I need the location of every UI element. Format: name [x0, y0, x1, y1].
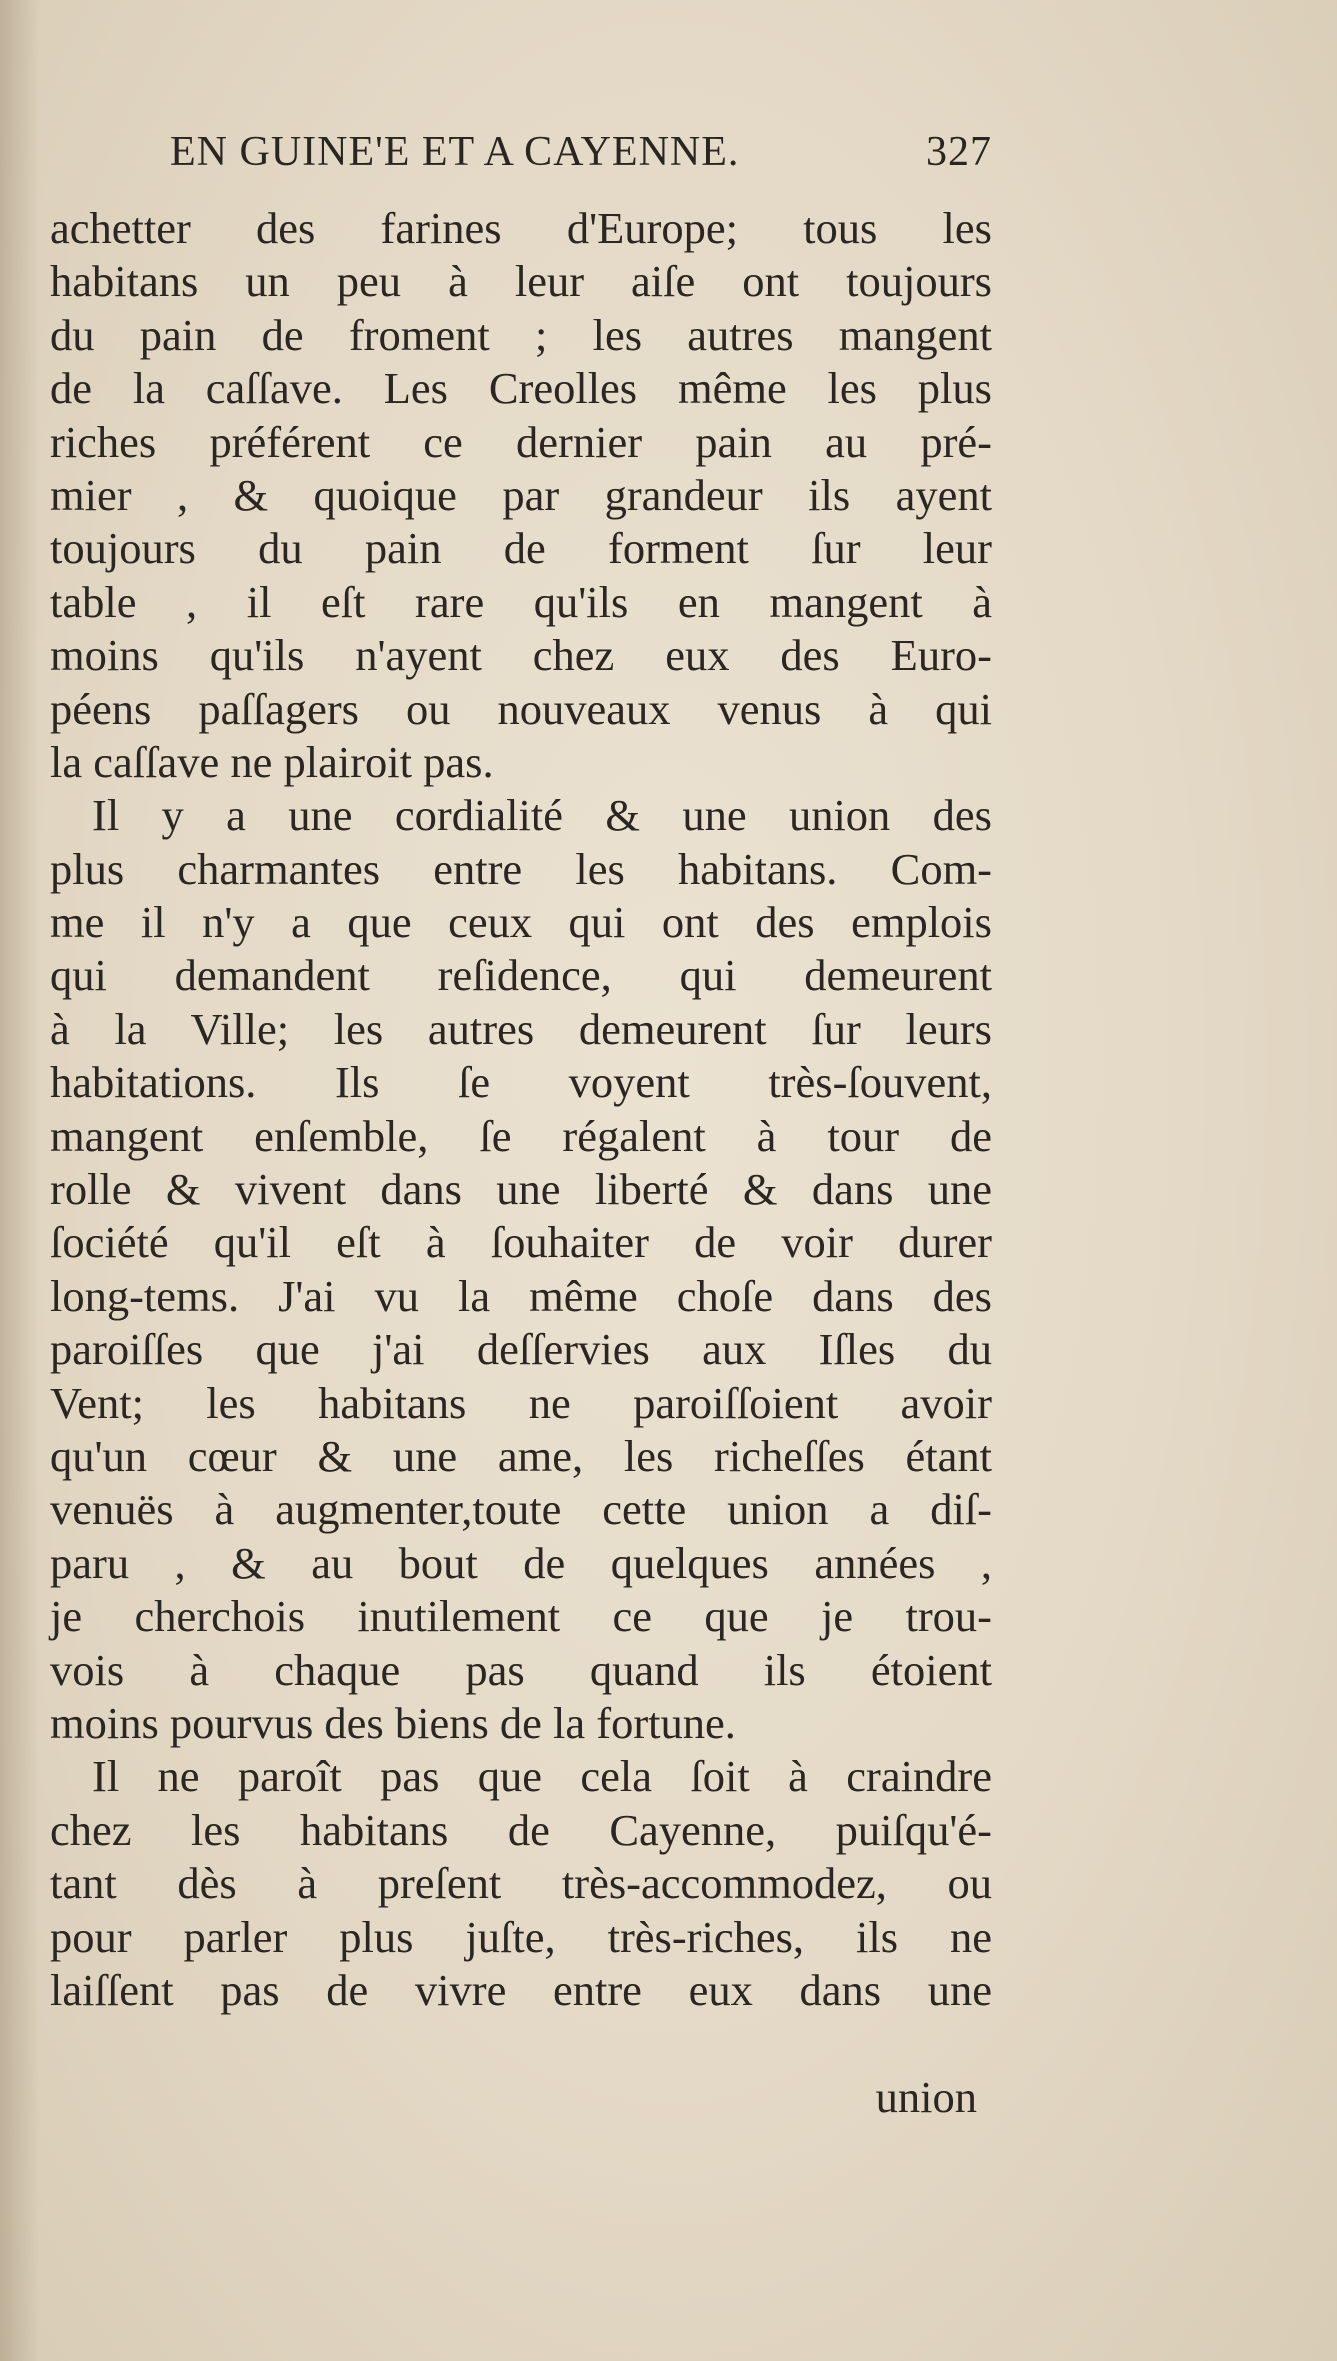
text-line: mier , & quoique par grandeur ils ayent	[50, 469, 992, 520]
text-line: péens paſſagers ou nouveaux venus à qui	[50, 683, 992, 734]
text-line: vois à chaque pas quand ils étoient	[50, 1644, 992, 1695]
page-gutter-shadow	[0, 0, 40, 2361]
paragraph-end-line: la caſſave ne plairoit pas.	[50, 736, 494, 787]
text-line: me il n'y a que ceux qui ont des emplois	[50, 897, 992, 948]
text-line: je cherchois inutilement ce que je trou-	[50, 1591, 992, 1642]
page-number: 327	[926, 129, 992, 175]
text-line: qui demandent reſidence, qui demeurent	[50, 950, 992, 1001]
text-line: long-tems. J'ai vu la même choſe dans des	[50, 1270, 992, 1321]
text-line: mangent enſemble, ſe régalent à tour de	[50, 1110, 992, 1161]
text-line: riches préférent ce dernier pain au pré-	[50, 416, 992, 467]
paragraph-end-line: moins pourvus des biens de la fortune.	[50, 1697, 736, 1748]
paragraph-start-line: Il y a une cordialité & une union des	[92, 790, 992, 841]
body-text	[50, 202, 992, 2017]
catchword: union	[875, 2072, 977, 2122]
text-line: habitans un peu à leur aiſe ont toujours	[50, 256, 992, 307]
text-line: paroiſſes que j'ai deſſervies aux Iſles du	[50, 1324, 992, 1375]
running-title: EN GUINE'E ET A CAYENNE.	[170, 129, 740, 175]
text-line: chez les habitans de Cayenne, puiſqu'é-	[50, 1804, 992, 1855]
text-line: tant dès à preſent très-accommodez, ou	[50, 1858, 992, 1909]
text-line: qu'un cœur & une ame, les richeſſes étant	[50, 1430, 992, 1481]
text-line: toujours du pain de forment ſur leur	[50, 523, 992, 574]
running-header	[170, 128, 992, 188]
text-line: habitations. Ils ſe voyent très-ſouvent,	[50, 1057, 992, 1108]
text-line: ſociété qu'il eſt à ſouhaiter de voir durer	[50, 1217, 992, 1268]
text-line: à la Ville; les autres demeurent ſur leurs	[50, 1003, 992, 1054]
text-line: achetter des farines d'Europe; tous les	[50, 203, 992, 253]
text-line: plus charmantes entre les habitans. Com-	[50, 843, 992, 894]
text-line: laiſſent pas de vivre entre eux dans une	[50, 1964, 992, 2015]
text-line: de la caſſave. Les Creolles même les plus	[50, 363, 992, 414]
text-line: Vent; les habitans ne paroiſſoient avoir	[50, 1377, 992, 1428]
text-line: moins qu'ils n'ayent chez eux des Euro-	[50, 630, 992, 681]
text-line: table , il eſt rare qu'ils en mangent à	[50, 576, 992, 627]
text-line: pour parler plus juſte, très-riches, ils ne	[50, 1911, 992, 1962]
paragraph-start-line: Il ne paroît pas que cela ſoit à craindre	[92, 1751, 992, 1802]
text-line: du pain de froment ; les autres mangent	[50, 309, 992, 360]
text-line: venuës à augmenter,toute cette union a diſ-	[50, 1484, 992, 1535]
text-line: rolle & vivent dans une liberté & dans une	[50, 1164, 992, 1215]
text-line: paru , & au bout de quelques années ,	[50, 1537, 992, 1588]
